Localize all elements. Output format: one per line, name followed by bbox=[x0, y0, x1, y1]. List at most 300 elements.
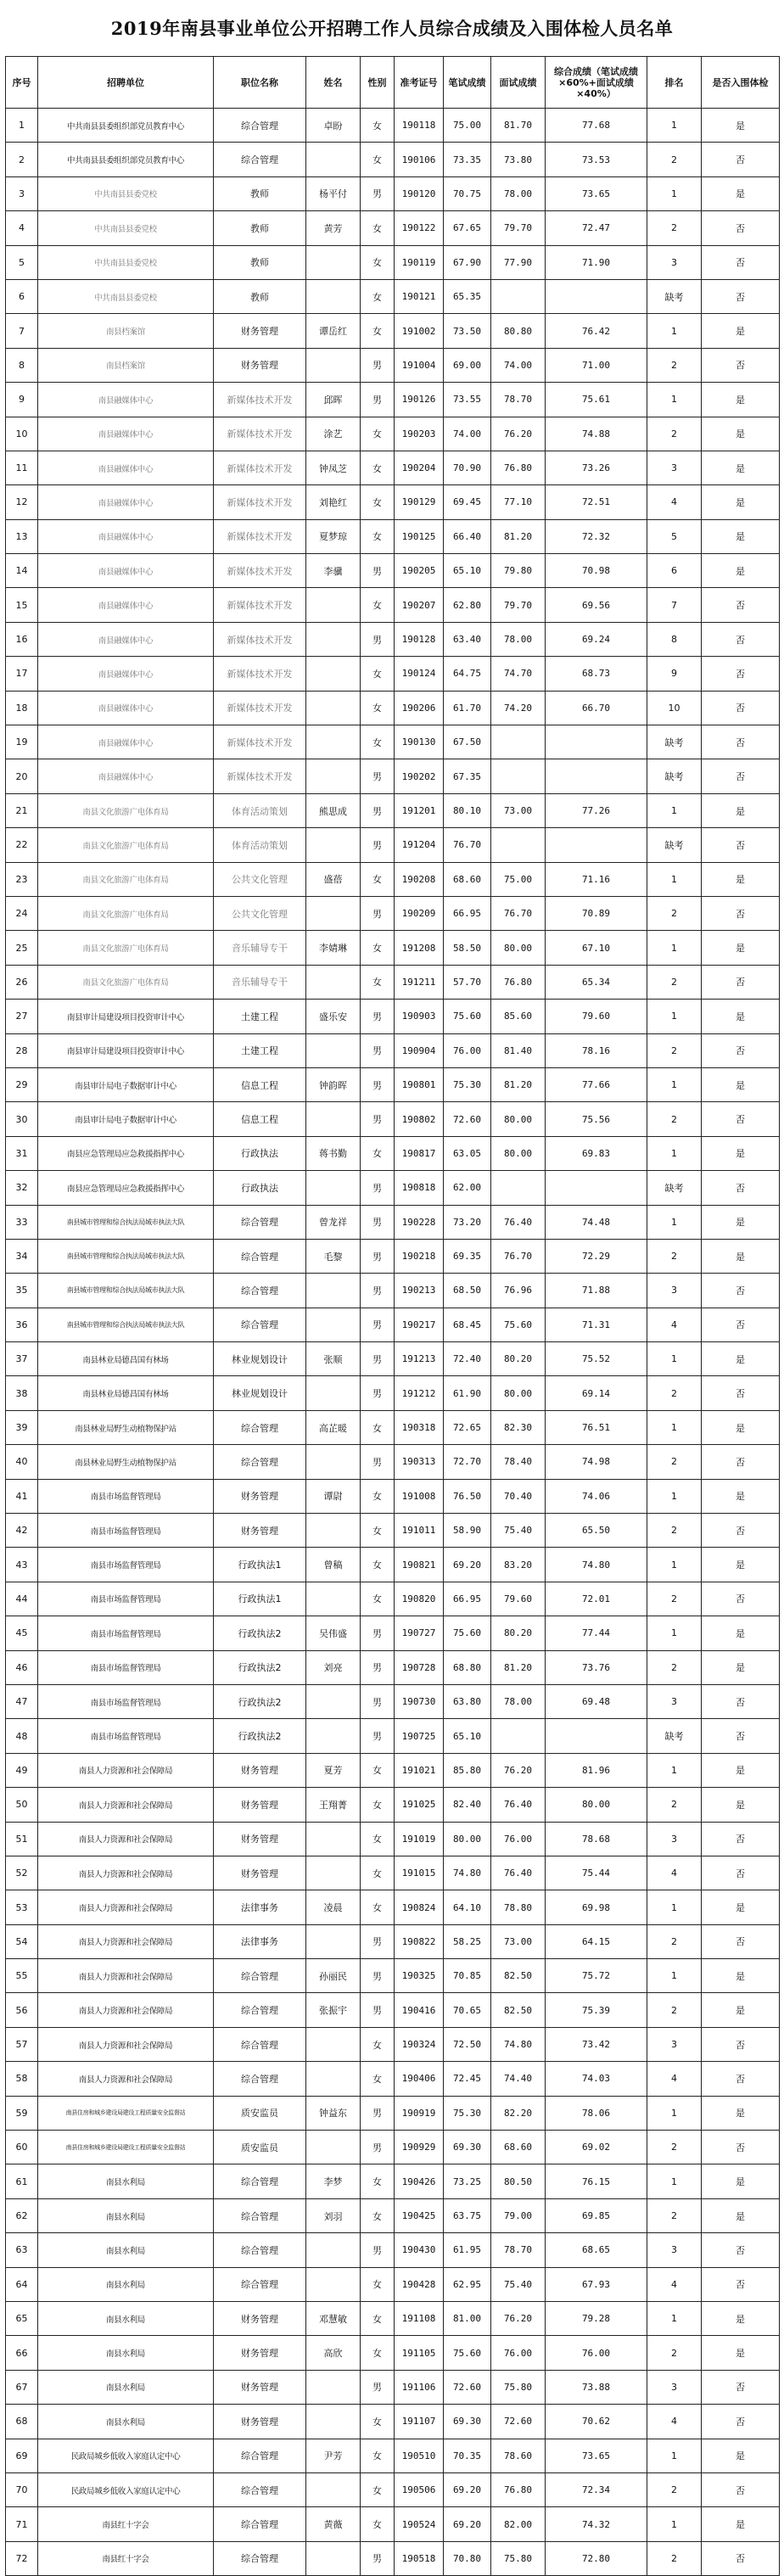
cell-position: 质安监员 bbox=[214, 2131, 306, 2164]
cell-rank: 1 bbox=[647, 314, 702, 348]
cell-total-score: 74.98 bbox=[546, 1445, 647, 1479]
cell-position: 音乐辅导专干 bbox=[214, 931, 306, 965]
cell-interview-score: 76.20 bbox=[491, 1753, 546, 1787]
cell-written-score: 72.65 bbox=[444, 1410, 491, 1444]
cell-total-score: 72.80 bbox=[546, 2541, 647, 2575]
cell-name bbox=[306, 828, 361, 862]
cell-written-score: 73.50 bbox=[444, 314, 491, 348]
cell-position: 综合管理 bbox=[214, 2267, 306, 2301]
cell-unit: 南县融媒体中心 bbox=[38, 657, 214, 691]
cell-position: 公共文化管理 bbox=[214, 896, 306, 930]
cell-total-score: 76.42 bbox=[546, 314, 647, 348]
cell-seq: 14 bbox=[6, 554, 38, 588]
table-row bbox=[6, 2472, 780, 2506]
cell-total-score: 71.31 bbox=[546, 1308, 647, 1341]
cell-exam-id: 190126 bbox=[395, 383, 444, 417]
cell-gender: 女 bbox=[361, 862, 395, 896]
cell-seq: 46 bbox=[6, 1650, 38, 1684]
cell-gender: 女 bbox=[361, 2267, 395, 2301]
cell-gender: 女 bbox=[361, 211, 395, 245]
cell-unit: 南县融媒体中心 bbox=[38, 622, 214, 656]
cell-exam-id: 190204 bbox=[395, 451, 444, 484]
cell-total-score: 79.28 bbox=[546, 2302, 647, 2336]
cell-rank: 2 bbox=[647, 417, 702, 451]
cell-interview-score: 75.80 bbox=[491, 2370, 546, 2404]
cell-exam-id: 191105 bbox=[395, 2336, 444, 2370]
cell-rank: 4 bbox=[647, 1856, 702, 1890]
cell-interview-score: 75.60 bbox=[491, 1308, 546, 1341]
cell-position: 财务管理 bbox=[214, 1856, 306, 1890]
cell-interview-score: 75.00 bbox=[491, 862, 546, 896]
cell-gender: 男 bbox=[361, 1067, 395, 1101]
cell-unit: 南县城市管理和综合执法局城市执法大队 bbox=[38, 1205, 214, 1239]
cell-seq: 21 bbox=[6, 793, 38, 827]
cell-gender: 男 bbox=[361, 828, 395, 862]
cell-position: 综合管理 bbox=[214, 2507, 306, 2541]
table-row bbox=[6, 554, 780, 588]
cell-name: 涂艺 bbox=[306, 417, 361, 451]
cell-seq: 24 bbox=[6, 896, 38, 930]
cell-medical-check: 否 bbox=[702, 725, 780, 759]
cell-medical-check: 是 bbox=[702, 109, 780, 143]
cell-total-score bbox=[546, 759, 647, 793]
cell-name bbox=[306, 965, 361, 999]
cell-name: 盛乐安 bbox=[306, 1000, 361, 1033]
cell-exam-id: 191208 bbox=[395, 931, 444, 965]
cell-interview-score: 78.70 bbox=[491, 2233, 546, 2267]
cell-written-score: 67.35 bbox=[444, 759, 491, 793]
cell-interview-score: 76.00 bbox=[491, 1822, 546, 1856]
cell-gender: 男 bbox=[361, 1650, 395, 1684]
cell-total-score: 74.32 bbox=[546, 2507, 647, 2541]
cell-written-score: 72.45 bbox=[444, 2062, 491, 2096]
cell-medical-check: 否 bbox=[702, 1102, 780, 1136]
cell-gender: 女 bbox=[361, 588, 395, 622]
cell-rank: 3 bbox=[647, 1684, 702, 1718]
cell-written-score: 61.95 bbox=[444, 2233, 491, 2267]
table-row bbox=[6, 279, 780, 313]
cell-rank: 2 bbox=[647, 1582, 702, 1616]
cell-total-score: 69.24 bbox=[546, 622, 647, 656]
cell-interview-score: 74.20 bbox=[491, 691, 546, 725]
cell-position: 林业规划设计 bbox=[214, 1342, 306, 1376]
cell-position: 教师 bbox=[214, 176, 306, 210]
table-row bbox=[6, 1445, 780, 1479]
cell-position: 新媒体技术开发 bbox=[214, 417, 306, 451]
cell-gender: 女 bbox=[361, 245, 395, 279]
cell-rank: 10 bbox=[647, 691, 702, 725]
cell-position: 综合管理 bbox=[214, 2198, 306, 2232]
cell-seq: 16 bbox=[6, 622, 38, 656]
cell-seq: 41 bbox=[6, 1479, 38, 1513]
table-row bbox=[6, 725, 780, 759]
cell-medical-check: 是 bbox=[702, 519, 780, 553]
cell-unit: 南县水利局 bbox=[38, 2302, 214, 2336]
cell-position: 财务管理 bbox=[214, 2336, 306, 2370]
table-row bbox=[6, 862, 780, 896]
cell-exam-id: 190228 bbox=[395, 1205, 444, 1239]
column-header-seq: 序号 bbox=[6, 57, 38, 109]
cell-seq: 31 bbox=[6, 1136, 38, 1170]
cell-total-score: 68.65 bbox=[546, 2233, 647, 2267]
table-row bbox=[6, 2198, 780, 2232]
cell-medical-check: 是 bbox=[702, 1753, 780, 1787]
cell-interview-score: 82.50 bbox=[491, 1959, 546, 1993]
cell-rank: 缺考 bbox=[647, 828, 702, 862]
cell-name bbox=[306, 2370, 361, 2404]
cell-exam-id: 190510 bbox=[395, 2439, 444, 2472]
cell-position: 财务管理 bbox=[214, 1479, 306, 1513]
cell-rank: 1 bbox=[647, 109, 702, 143]
cell-seq: 9 bbox=[6, 383, 38, 417]
cell-rank: 2 bbox=[647, 1993, 702, 2027]
cell-interview-score: 78.60 bbox=[491, 2439, 546, 2472]
cell-name: 毛黎 bbox=[306, 1239, 361, 1273]
cell-position: 教师 bbox=[214, 279, 306, 313]
cell-interview-score: 80.80 bbox=[491, 314, 546, 348]
cell-position: 新媒体技术开发 bbox=[214, 554, 306, 588]
cell-name: 李骥 bbox=[306, 554, 361, 588]
cell-written-score: 66.95 bbox=[444, 1582, 491, 1616]
table-row bbox=[6, 1822, 780, 1856]
cell-gender: 女 bbox=[361, 417, 395, 451]
cell-medical-check: 否 bbox=[702, 1033, 780, 1067]
cell-unit: 南县城市管理和综合执法局城市执法大队 bbox=[38, 1239, 214, 1273]
cell-exam-id: 190929 bbox=[395, 2131, 444, 2164]
cell-name bbox=[306, 1684, 361, 1718]
cell-written-score: 69.20 bbox=[444, 1548, 491, 1582]
cell-seq: 67 bbox=[6, 2370, 38, 2404]
cell-position: 土建工程 bbox=[214, 1033, 306, 1067]
cell-unit: 南县融媒体中心 bbox=[38, 485, 214, 519]
cell-unit: 南县林业局德昌国有林场 bbox=[38, 1342, 214, 1376]
cell-written-score: 73.35 bbox=[444, 143, 491, 176]
cell-gender: 男 bbox=[361, 2541, 395, 2575]
cell-written-score: 66.95 bbox=[444, 896, 491, 930]
cell-total-score: 73.26 bbox=[546, 451, 647, 484]
cell-total-score: 72.01 bbox=[546, 1582, 647, 1616]
table-row bbox=[6, 2405, 780, 2439]
cell-interview-score: 78.70 bbox=[491, 383, 546, 417]
cell-unit: 南县水利局 bbox=[38, 2233, 214, 2267]
cell-position: 综合管理 bbox=[214, 2027, 306, 2061]
cell-written-score: 58.50 bbox=[444, 931, 491, 965]
cell-total-score: 73.65 bbox=[546, 176, 647, 210]
cell-exam-id: 191002 bbox=[395, 314, 444, 348]
cell-unit: 南县文化旅游广电体育局 bbox=[38, 965, 214, 999]
cell-exam-id: 191108 bbox=[395, 2302, 444, 2336]
cell-medical-check: 否 bbox=[702, 1514, 780, 1548]
cell-gender: 男 bbox=[361, 554, 395, 588]
table-row bbox=[6, 2302, 780, 2336]
cell-total-score: 74.48 bbox=[546, 1205, 647, 1239]
cell-medical-check: 是 bbox=[702, 1136, 780, 1170]
cell-total-score: 72.34 bbox=[546, 2472, 647, 2506]
cell-written-score: 75.60 bbox=[444, 1616, 491, 1650]
table-row bbox=[6, 965, 780, 999]
cell-seq: 59 bbox=[6, 2096, 38, 2130]
cell-interview-score: 76.96 bbox=[491, 1274, 546, 1308]
cell-gender: 男 bbox=[361, 1274, 395, 1308]
cell-rank: 4 bbox=[647, 1308, 702, 1341]
cell-rank: 1 bbox=[647, 1479, 702, 1513]
cell-medical-check: 是 bbox=[702, 1890, 780, 1924]
cell-name bbox=[306, 725, 361, 759]
cell-exam-id: 191025 bbox=[395, 1788, 444, 1822]
cell-name: 熊思成 bbox=[306, 793, 361, 827]
cell-written-score: 63.80 bbox=[444, 1684, 491, 1718]
cell-unit: 中共南县县委党校 bbox=[38, 279, 214, 313]
cell-interview-score: 76.40 bbox=[491, 1205, 546, 1239]
cell-interview-score: 76.70 bbox=[491, 896, 546, 930]
cell-written-score: 76.70 bbox=[444, 828, 491, 862]
cell-seq: 32 bbox=[6, 1171, 38, 1205]
cell-position: 综合管理 bbox=[214, 1239, 306, 1273]
cell-name: 邱晖 bbox=[306, 383, 361, 417]
cell-rank: 4 bbox=[647, 2267, 702, 2301]
cell-exam-id: 190430 bbox=[395, 2233, 444, 2267]
cell-seq: 65 bbox=[6, 2302, 38, 2336]
cell-name bbox=[306, 1582, 361, 1616]
cell-exam-id: 190218 bbox=[395, 1239, 444, 1273]
cell-position: 综合管理 bbox=[214, 109, 306, 143]
cell-unit: 南县人力资源和社会保障局 bbox=[38, 2062, 214, 2096]
cell-written-score: 66.40 bbox=[444, 519, 491, 553]
table-row bbox=[6, 931, 780, 965]
cell-name bbox=[306, 348, 361, 382]
cell-unit: 南县融媒体中心 bbox=[38, 383, 214, 417]
table-row bbox=[6, 1993, 780, 2027]
cell-gender: 男 bbox=[361, 383, 395, 417]
cell-total-score: 70.62 bbox=[546, 2405, 647, 2439]
cell-unit: 南县人力资源和社会保障局 bbox=[38, 2027, 214, 2061]
cell-gender: 男 bbox=[361, 1171, 395, 1205]
cell-gender: 女 bbox=[361, 1753, 395, 1787]
cell-gender: 女 bbox=[361, 1514, 395, 1548]
cell-interview-score: 70.40 bbox=[491, 1479, 546, 1513]
cell-name: 蒋书勤 bbox=[306, 1136, 361, 1170]
table-row bbox=[6, 1959, 780, 1993]
cell-written-score: 62.95 bbox=[444, 2267, 491, 2301]
table-row bbox=[6, 691, 780, 725]
cell-medical-check: 是 bbox=[702, 485, 780, 519]
cell-name: 黄芳 bbox=[306, 211, 361, 245]
cell-exam-id: 190428 bbox=[395, 2267, 444, 2301]
cell-seq: 43 bbox=[6, 1548, 38, 1582]
table-row bbox=[6, 417, 780, 451]
cell-exam-id: 190217 bbox=[395, 1308, 444, 1341]
cell-rank: 2 bbox=[647, 1514, 702, 1548]
cell-total-score: 75.52 bbox=[546, 1342, 647, 1376]
cell-rank: 1 bbox=[647, 1000, 702, 1033]
cell-total-score bbox=[546, 279, 647, 313]
cell-name: 李婧琳 bbox=[306, 931, 361, 965]
cell-name bbox=[306, 588, 361, 622]
cell-name bbox=[306, 2405, 361, 2439]
cell-position: 行政执法 bbox=[214, 1171, 306, 1205]
cell-medical-check: 是 bbox=[702, 314, 780, 348]
cell-interview-score: 80.00 bbox=[491, 931, 546, 965]
cell-position: 综合管理 bbox=[214, 2472, 306, 2506]
cell-gender: 男 bbox=[361, 1924, 395, 1958]
cell-name: 夏梦琼 bbox=[306, 519, 361, 553]
cell-unit: 南县文化旅游广电体育局 bbox=[38, 828, 214, 862]
cell-gender: 男 bbox=[361, 1445, 395, 1479]
table-row bbox=[6, 1856, 780, 1890]
cell-written-score: 63.75 bbox=[444, 2198, 491, 2232]
cell-medical-check: 否 bbox=[702, 1376, 780, 1410]
cell-unit: 南县融媒体中心 bbox=[38, 725, 214, 759]
cell-gender: 女 bbox=[361, 657, 395, 691]
cell-name bbox=[306, 2541, 361, 2575]
cell-exam-id: 191204 bbox=[395, 828, 444, 862]
cell-name: 曾龙祥 bbox=[306, 1205, 361, 1239]
cell-seq: 53 bbox=[6, 1890, 38, 1924]
cell-position: 综合管理 bbox=[214, 2233, 306, 2267]
cell-position: 行政执法2 bbox=[214, 1684, 306, 1718]
table-row bbox=[6, 211, 780, 245]
cell-name bbox=[306, 279, 361, 313]
cell-position: 财务管理 bbox=[214, 1788, 306, 1822]
cell-rank: 8 bbox=[647, 622, 702, 656]
cell-medical-check: 是 bbox=[702, 1548, 780, 1582]
cell-name: 夏芳 bbox=[306, 1753, 361, 1787]
cell-unit: 南县城市管理和综合执法局城市执法大队 bbox=[38, 1308, 214, 1341]
cell-interview-score: 76.80 bbox=[491, 965, 546, 999]
cell-seq: 60 bbox=[6, 2131, 38, 2164]
cell-medical-check: 是 bbox=[702, 1479, 780, 1513]
cell-medical-check: 否 bbox=[702, 622, 780, 656]
cell-medical-check: 是 bbox=[702, 383, 780, 417]
cell-rank: 1 bbox=[647, 931, 702, 965]
cell-interview-score: 79.80 bbox=[491, 554, 546, 588]
cell-exam-id: 190406 bbox=[395, 2062, 444, 2096]
cell-medical-check: 是 bbox=[702, 931, 780, 965]
table-row bbox=[6, 2062, 780, 2096]
cell-position: 综合管理 bbox=[214, 1205, 306, 1239]
cell-medical-check: 是 bbox=[702, 793, 780, 827]
cell-interview-score: 74.00 bbox=[491, 348, 546, 382]
cell-interview-score: 77.90 bbox=[491, 245, 546, 279]
cell-seq: 68 bbox=[6, 2405, 38, 2439]
cell-total-score: 69.85 bbox=[546, 2198, 647, 2232]
cell-name: 钟韵晖 bbox=[306, 1067, 361, 1101]
cell-gender: 男 bbox=[361, 1719, 395, 1753]
cell-rank: 4 bbox=[647, 485, 702, 519]
cell-medical-check: 否 bbox=[702, 245, 780, 279]
cell-name: 卓盼 bbox=[306, 109, 361, 143]
cell-medical-check: 否 bbox=[702, 759, 780, 793]
cell-medical-check: 是 bbox=[702, 1000, 780, 1033]
cell-unit: 南县水利局 bbox=[38, 2198, 214, 2232]
cell-gender: 男 bbox=[361, 1033, 395, 1067]
cell-unit: 南县住房和城乡建设局建设工程质量安全监督站 bbox=[38, 2096, 214, 2130]
cell-medical-check: 否 bbox=[702, 2131, 780, 2164]
cell-seq: 18 bbox=[6, 691, 38, 725]
cell-position: 行政执法2 bbox=[214, 1616, 306, 1650]
cell-medical-check: 是 bbox=[702, 2439, 780, 2472]
cell-gender: 女 bbox=[361, 1582, 395, 1616]
cell-position: 教师 bbox=[214, 245, 306, 279]
cell-total-score: 73.65 bbox=[546, 2439, 647, 2472]
cell-seq: 69 bbox=[6, 2439, 38, 2472]
cell-gender: 男 bbox=[361, 2370, 395, 2404]
cell-name: 王翔菁 bbox=[306, 1788, 361, 1822]
cell-rank: 2 bbox=[647, 1650, 702, 1684]
cell-position: 新媒体技术开发 bbox=[214, 622, 306, 656]
cell-seq: 35 bbox=[6, 1274, 38, 1308]
cell-gender: 男 bbox=[361, 1205, 395, 1239]
cell-medical-check: 是 bbox=[702, 451, 780, 484]
cell-name: 钟凤芝 bbox=[306, 451, 361, 484]
cell-position: 新媒体技术开发 bbox=[214, 759, 306, 793]
cell-total-score: 71.88 bbox=[546, 1274, 647, 1308]
cell-interview-score: 75.80 bbox=[491, 2541, 546, 2575]
cell-gender: 男 bbox=[361, 2233, 395, 2267]
cell-written-score: 73.55 bbox=[444, 383, 491, 417]
cell-unit: 南县林业局德昌国有林场 bbox=[38, 1376, 214, 1410]
cell-position: 行政执法 bbox=[214, 1136, 306, 1170]
cell-seq: 44 bbox=[6, 1582, 38, 1616]
table-row bbox=[6, 1582, 780, 1616]
cell-seq: 34 bbox=[6, 1239, 38, 1273]
cell-name bbox=[306, 1719, 361, 1753]
table-row bbox=[6, 1616, 780, 1650]
cell-name bbox=[306, 143, 361, 176]
cell-position: 综合管理 bbox=[214, 1445, 306, 1479]
table-row bbox=[6, 1033, 780, 1067]
cell-interview-score: 75.40 bbox=[491, 2267, 546, 2301]
cell-exam-id: 190725 bbox=[395, 1719, 444, 1753]
table-row bbox=[6, 828, 780, 862]
cell-interview-score: 78.00 bbox=[491, 1684, 546, 1718]
cell-gender: 女 bbox=[361, 1136, 395, 1170]
cell-gender: 男 bbox=[361, 896, 395, 930]
table-row bbox=[6, 759, 780, 793]
cell-rank: 1 bbox=[647, 1342, 702, 1376]
cell-medical-check: 否 bbox=[702, 965, 780, 999]
cell-unit: 南县人力资源和社会保障局 bbox=[38, 1959, 214, 1993]
cell-unit: 南县市场监督管理局 bbox=[38, 1684, 214, 1718]
cell-rank: 1 bbox=[647, 176, 702, 210]
cell-exam-id: 190820 bbox=[395, 1582, 444, 1616]
cell-interview-score: 79.00 bbox=[491, 2198, 546, 2232]
cell-total-score: 81.96 bbox=[546, 1753, 647, 1787]
cell-total-score: 75.72 bbox=[546, 1959, 647, 1993]
cell-gender: 男 bbox=[361, 1959, 395, 1993]
cell-exam-id: 191019 bbox=[395, 1822, 444, 1856]
column-header-position: 职位名称 bbox=[214, 57, 306, 109]
cell-unit: 南县融媒体中心 bbox=[38, 417, 214, 451]
cell-written-score: 72.50 bbox=[444, 2027, 491, 2061]
cell-exam-id: 190325 bbox=[395, 1959, 444, 1993]
cell-written-score: 76.50 bbox=[444, 1479, 491, 1513]
cell-rank: 7 bbox=[647, 588, 702, 622]
cell-seq: 19 bbox=[6, 725, 38, 759]
cell-medical-check: 否 bbox=[702, 1445, 780, 1479]
cell-total-score bbox=[546, 725, 647, 759]
cell-exam-id: 190903 bbox=[395, 1000, 444, 1033]
cell-total-score: 74.06 bbox=[546, 1479, 647, 1513]
cell-interview-score: 81.20 bbox=[491, 1650, 546, 1684]
table-row bbox=[6, 2439, 780, 2472]
cell-interview-score: 80.00 bbox=[491, 1136, 546, 1170]
cell-rank: 2 bbox=[647, 2198, 702, 2232]
column-header-name: 姓名 bbox=[306, 57, 361, 109]
cell-position: 行政执法1 bbox=[214, 1548, 306, 1582]
cell-written-score: 80.10 bbox=[444, 793, 491, 827]
table-row bbox=[6, 1684, 780, 1718]
